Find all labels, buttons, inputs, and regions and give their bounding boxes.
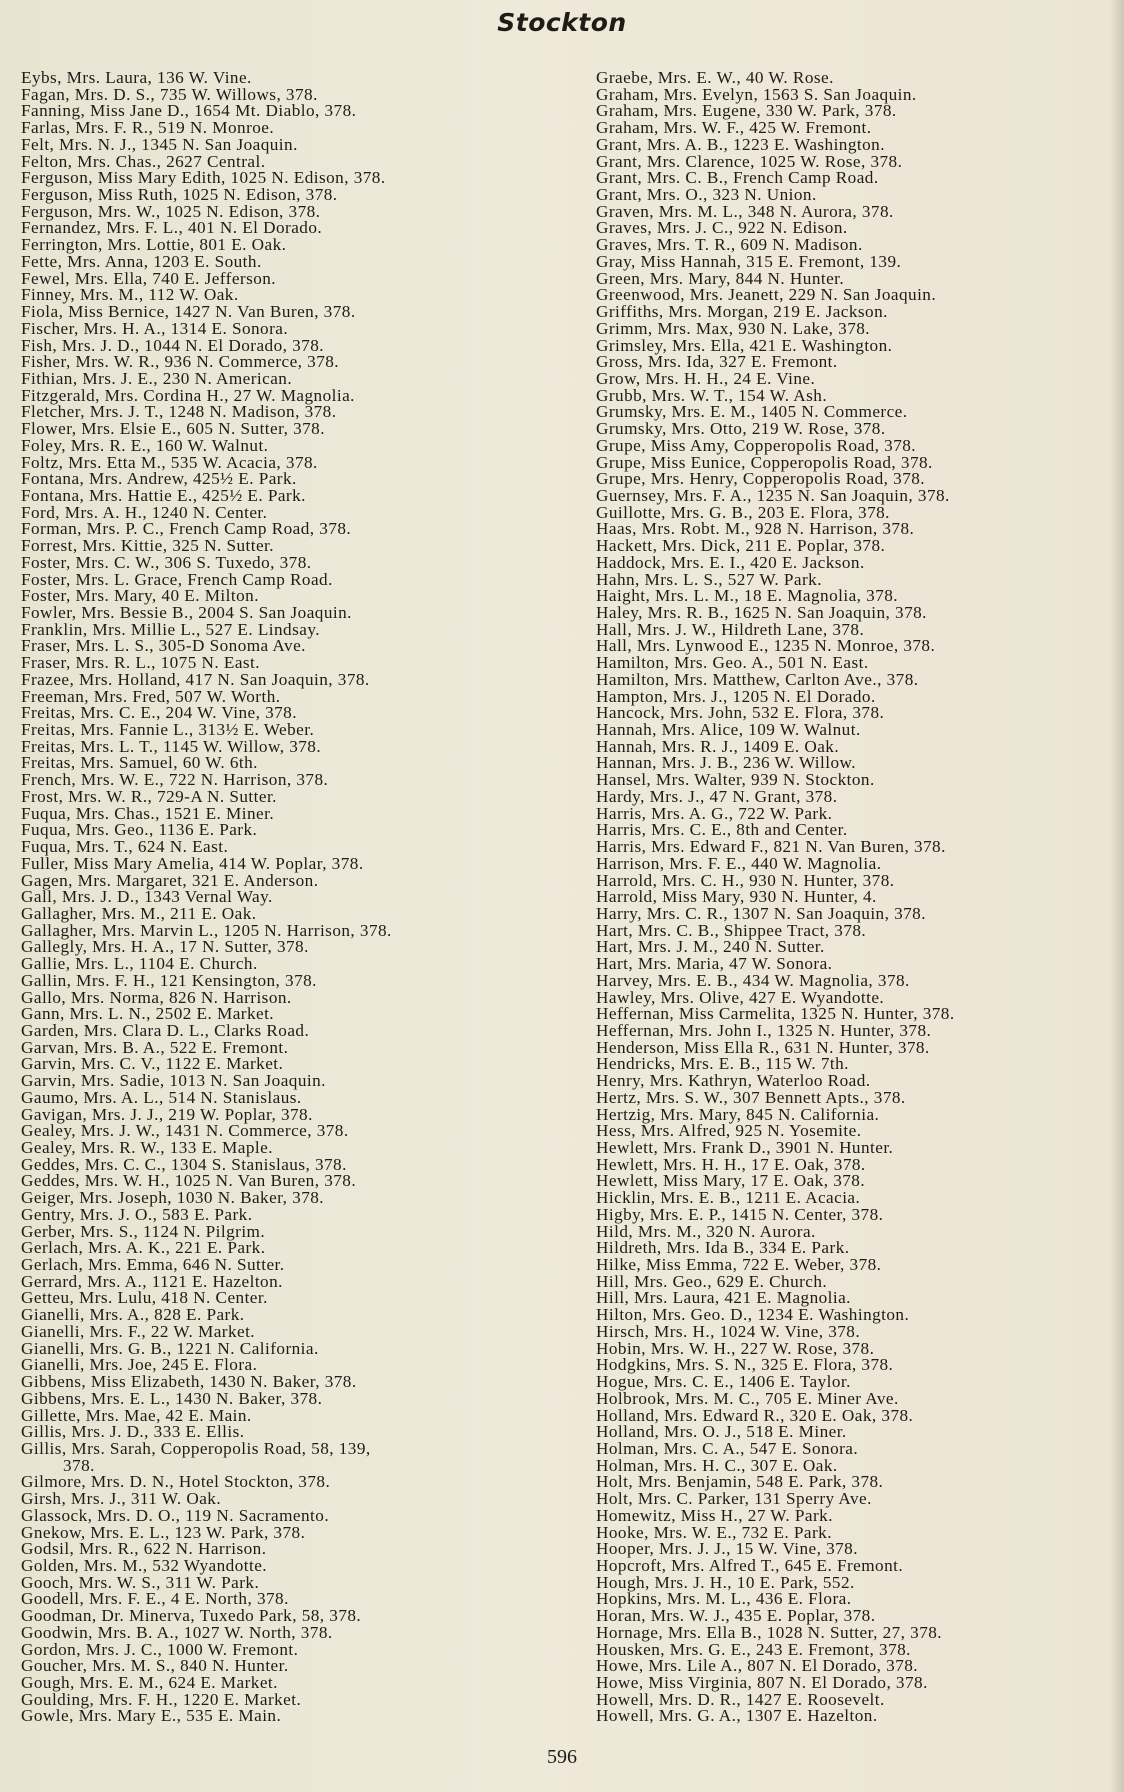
directory-entry: Gallagher, Mrs. Marvin L., 1205 N. Harrison, 378. xyxy=(21,920,392,940)
directory-entry: Golden, Mrs. M., 532 Wyandotte. xyxy=(21,1555,268,1575)
directory-entry: Hewlett, Mrs. Frank D., 3901 N. Hunter. xyxy=(596,1138,894,1157)
directory-entry: Gross, Mrs. Ida, 327 E. Fremont. xyxy=(596,352,838,372)
directory-entry: Graham, Mrs. W. F., 425 W. Fremont. xyxy=(596,118,872,138)
directory-entry: Gann, Mrs. L. N., 2502 E. Market. xyxy=(21,1004,275,1024)
directory-entry: Fuqua, Mrs. T., 624 N. East. xyxy=(21,837,229,857)
directory-entry: Garden, Mrs. Clara D. L., Clarks Road. xyxy=(21,1020,310,1040)
directory-entry: Hannan, Mrs. J. B., 236 W. Willow. xyxy=(596,753,857,773)
directory-entry: Fewel, Mrs. Ella, 740 E. Jefferson. xyxy=(21,268,277,288)
directory-entry: Heffernan, Miss Carmelita, 1325 N. Hunter, 378. xyxy=(596,1004,955,1024)
directory-entry: Fish, Mrs. J. D., 1044 N. El Dorado, 378. xyxy=(21,335,325,355)
directory-entry: Harrold, Miss Mary, 930 N. Hunter, 4. xyxy=(596,887,877,907)
directory-entry: Gerlach, Mrs. A. K., 221 E. Park. xyxy=(21,1238,266,1258)
directory-entry: Howell, Mrs. G. A., 1307 E. Hazelton. xyxy=(596,1706,878,1726)
directory-entry: Gall, Mrs. J. D., 1343 Vernal Way. xyxy=(21,887,273,907)
directory-entry: Fuller, Miss Mary Amelia, 414 W. Poplar, 378. xyxy=(21,853,364,873)
directory-entry: Fithian, Mrs. J. E., 230 N. American. xyxy=(21,368,293,388)
directory-entry: French, Mrs. W. E., 722 N. Harrison, 378. xyxy=(21,770,329,790)
directory-entry: Gealey, Mrs. J. W., 1431 N. Commerce, 378. xyxy=(21,1121,349,1141)
directory-entry: Fanning, Miss Jane D., 1654 Mt. Diablo, 378. xyxy=(21,101,357,121)
directory-entry: Gillis, Mrs. J. D., 333 E. Ellis. xyxy=(21,1422,245,1442)
directory-entry: Holman, Mrs. C. A., 547 E. Sonora. xyxy=(596,1438,859,1458)
directory-entry: Greenwood, Mrs. Jeanett, 229 N. San Joaquin. xyxy=(596,285,937,305)
directory-entry: Gooch, Mrs. W. S., 311 W. Park. xyxy=(21,1572,260,1592)
directory-entry: Henry, Mrs. Kathryn, Waterloo Road. xyxy=(596,1071,871,1091)
directory-entry: Hewlett, Miss Mary, 17 E. Oak, 378. xyxy=(596,1171,866,1191)
directory-entry: Grupe, Miss Eunice, Copperopolis Road, 378. xyxy=(596,452,933,472)
directory-entry: Gianelli, Mrs. F., 22 W. Market. xyxy=(21,1321,256,1341)
directory-entry: Grupe, Mrs. Henry, Copperopolis Road, 378. xyxy=(596,469,926,489)
directory-entry: Howell, Mrs. D. R., 1427 E. Roosevelt. xyxy=(596,1689,885,1709)
directory-entry: Grant, Mrs. A. B., 1223 E. Washington. xyxy=(596,134,885,154)
directory-entry: Fuqua, Mrs. Chas., 1521 E. Miner. xyxy=(21,803,275,823)
directory-entry: Freitas, Mrs. C. E., 204 W. Vine, 378. xyxy=(21,703,297,723)
directory-entry: Guillotte, Mrs. G. B., 203 E. Flora, 378. xyxy=(596,502,890,522)
directory-entry: Graves, Mrs. T. R., 609 N. Madison. xyxy=(596,235,863,255)
directory-entry: Harry, Mrs. C. R., 1307 N. San Joaquin, 378. xyxy=(596,903,926,923)
directory-entry: Farlas, Mrs. F. R., 519 N. Monroe. xyxy=(21,118,275,138)
directory-entry: Graven, Mrs. M. L., 348 N. Aurora, 378. xyxy=(596,201,894,221)
directory-entry: Ferguson, Mrs. W., 1025 N. Edison, 378. xyxy=(21,201,321,221)
directory-entry: Foster, Mrs. C. W., 306 S. Tuxedo, 378. xyxy=(21,552,312,572)
directory-entry: Eybs, Mrs. Laura, 136 W. Vine. xyxy=(21,68,252,87)
directory-entry: Howe, Miss Virginia, 807 N. El Dorado, 378. xyxy=(596,1673,928,1692)
directory-entry: Foltz, Mrs. Etta M., 535 W. Acacia, 378. xyxy=(21,452,318,472)
directory-entry: Henderson, Miss Ella R., 631 N. Hunter, 378. xyxy=(596,1037,930,1057)
directory-entry: Housken, Mrs. G. E., 243 E. Fremont, 378. xyxy=(596,1639,911,1659)
directory-entry: Graves, Mrs. J. C., 922 N. Edison. xyxy=(596,218,848,238)
right-column xyxy=(596,70,1106,1725)
directory-entry: Haddock, Mrs. E. I., 420 E. Jackson. xyxy=(596,552,865,572)
directory-entry: Fette, Mrs. Anna, 1203 E. South. xyxy=(21,251,262,271)
directory-entry: Hancock, Mrs. John, 532 E. Flora, 378. xyxy=(596,703,885,723)
directory-entry: Hooper, Mrs. J. J., 15 W. Vine, 378. xyxy=(596,1539,858,1559)
directory-entry: Gilmore, Mrs. D. N., Hotel Stockton, 378. xyxy=(21,1472,331,1492)
directory-entry: Hertz, Mrs. S. W., 307 Bennett Apts., 378. xyxy=(596,1087,906,1107)
directory-entry: Grumsky, Mrs. E. M., 1405 N. Commerce. xyxy=(596,402,908,422)
directory-entry: Hardy, Mrs. J., 47 N. Grant, 378. xyxy=(596,786,838,806)
directory-entry: Holman, Mrs. H. C., 307 E. Oak. xyxy=(596,1455,838,1475)
directory-entry: Hobin, Mrs. W. H., 227 W. Rose, 378. xyxy=(596,1338,875,1358)
directory-entry: Harris, Mrs. Edward F., 821 N. Van Buren, 378. xyxy=(596,837,946,857)
directory-entry: Hannah, Mrs. Alice, 109 W. Walnut. xyxy=(596,720,861,740)
directory-entry: Homewitz, Miss H., 27 W. Park. xyxy=(596,1505,833,1525)
directory-entry: Haas, Mrs. Robt. M., 928 N. Harrison, 378. xyxy=(596,519,915,539)
directory-entry: Holland, Mrs. Edward R., 320 E. Oak, 378. xyxy=(596,1405,914,1425)
directory-entry: Goodell, Mrs. F. E., 4 E. North, 378. xyxy=(21,1589,289,1609)
directory-entry: Frazee, Mrs. Holland, 417 N. San Joaquin, 378. xyxy=(21,669,370,689)
directory-entry: Forman, Mrs. P. C., French Camp Road, 378. xyxy=(21,519,352,539)
directory-entry: Glassock, Mrs. D. O., 119 N. Sacramento. xyxy=(21,1505,330,1525)
directory-entry: Girsh, Mrs. J., 311 W. Oak. xyxy=(21,1489,222,1509)
directory-entry: Ferrington, Mrs. Lottie, 801 E. Oak. xyxy=(21,235,287,255)
directory-entry: Gagen, Mrs. Margaret, 321 E. Anderson. xyxy=(21,870,319,890)
directory-entry: Gibbens, Mrs. E. L., 1430 N. Baker, 378. xyxy=(21,1388,323,1408)
directory-entry: Gibbens, Miss Elizabeth, 1430 N. Baker, 378. xyxy=(21,1372,357,1392)
directory-entry: Fiola, Miss Bernice, 1427 N. Van Buren, 378. xyxy=(21,302,356,322)
directory-entry: Gordon, Mrs. J. C., 1000 W. Fremont. xyxy=(21,1639,299,1659)
directory-entry: Graebe, Mrs. E. W., 40 W. Rose. xyxy=(596,68,834,87)
directory-entry: Hilke, Miss Emma, 722 E. Weber, 378. xyxy=(596,1255,882,1275)
directory-entry: Hornage, Mrs. Ella B., 1028 N. Sutter, 27, 378. xyxy=(596,1622,943,1642)
directory-entry: Gentry, Mrs. J. O., 583 E. Park. xyxy=(21,1204,253,1224)
directory-entry: Geddes, Mrs. C. C., 1304 S. Stanislaus, 378. xyxy=(21,1154,347,1174)
directory-entry: Goodwin, Mrs. B. A., 1027 W. North, 378. xyxy=(21,1622,333,1642)
directory-entry: Gianelli, Mrs. A., 828 E. Park. xyxy=(21,1305,245,1325)
directory-entry: Frost, Mrs. W. R., 729-A N. Sutter. xyxy=(21,786,277,806)
directory-entry: Grant, Mrs. O., 323 N. Union. xyxy=(596,185,817,205)
directory-entry: Gaumo, Mrs. A. L., 514 N. Stanislaus. xyxy=(21,1087,302,1107)
directory-entry: Haley, Mrs. R. B., 1625 N. San Joaquin, 378. xyxy=(596,603,927,622)
directory-entry: Holland, Mrs. O. J., 518 E. Miner. xyxy=(596,1422,847,1442)
directory-entry: Hamilton, Mrs. Matthew, Carlton Ave., 378. xyxy=(596,669,919,689)
directory-entry: Fontana, Mrs. Hattie E., 425½ E. Park. xyxy=(21,485,306,505)
directory-entry: Hirsch, Mrs. H., 1024 W. Vine, 378. xyxy=(596,1321,861,1341)
directory-entry: Goulding, Mrs. F. H., 1220 E. Market. xyxy=(21,1689,302,1709)
directory-entry: Grow, Mrs. H. H., 24 E. Vine. xyxy=(596,368,816,388)
directory-entry: Green, Mrs. Mary, 844 N. Hunter. xyxy=(596,268,845,288)
directory-entry: Fletcher, Mrs. J. T., 1248 N. Madison, 378. xyxy=(21,402,337,422)
directory-entry: Getteu, Mrs. Lulu, 418 N. Center. xyxy=(21,1288,268,1308)
directory-entry: Horan, Mrs. W. J., 435 E. Poplar, 378. xyxy=(596,1606,876,1626)
directory-entry: Fontana, Mrs. Andrew, 425½ E. Park. xyxy=(21,469,297,489)
directory-entry: Gray, Miss Hannah, 315 E. Fremont, 139. xyxy=(596,251,902,271)
directory-entry: Goodman, Dr. Minerva, Tuxedo Park, 58, 378. xyxy=(21,1606,362,1626)
directory-entry: Harrold, Mrs. C. H., 930 N. Hunter, 378. xyxy=(596,870,895,890)
directory-entry: Hild, Mrs. M., 320 N. Aurora. xyxy=(596,1221,816,1241)
directory-entry: Fraser, Mrs. R. L., 1075 N. East. xyxy=(21,653,261,673)
directory-entry: Hall, Mrs. J. W., Hildreth Lane, 378. xyxy=(596,619,865,639)
directory-entry: Gallegly, Mrs. H. A., 17 N. Sutter, 378. xyxy=(21,937,309,957)
directory-entry: Howe, Mrs. Lile A., 807 N. El Dorado, 378. xyxy=(596,1656,919,1676)
directory-entry: Hogue, Mrs. C. E., 1406 E. Taylor. xyxy=(596,1372,851,1392)
directory-entry: Gerrard, Mrs. A., 1121 E. Hazelton. xyxy=(21,1271,283,1291)
directory-entry: Ferguson, Miss Mary Edith, 1025 N. Edison, 378. xyxy=(21,168,386,188)
directory-entry: Hamilton, Mrs. Geo. A., 501 N. East. xyxy=(596,653,869,673)
directory-entry: Freeman, Mrs. Fred, 507 W. Worth. xyxy=(21,686,281,706)
directory-entry: Hertzig, Mrs. Mary, 845 N. California. xyxy=(596,1104,880,1124)
directory-entry: Hahn, Mrs. L. S., 527 W. Park. xyxy=(596,569,822,589)
directory-entry: Finney, Mrs. M., 112 W. Oak. xyxy=(21,285,239,305)
directory-entry: Holt, Mrs. C. Parker, 131 Sperry Ave. xyxy=(596,1489,872,1509)
directory-entry: Hawley, Mrs. Olive, 427 E. Wyandotte. xyxy=(596,987,885,1007)
directory-entry: Holbrook, Mrs. M. C., 705 E. Miner Ave. xyxy=(596,1388,899,1408)
directory-entry: Fischer, Mrs. H. A., 1314 E. Sonora. xyxy=(21,318,289,338)
directory-entry: Garvin, Mrs. C. V., 1122 E. Market. xyxy=(21,1054,284,1074)
directory-entry: Guernsey, Mrs. F. A., 1235 N. San Joaquin, 378. xyxy=(596,485,950,505)
directory-entry: Gallie, Mrs. L., 1104 E. Church. xyxy=(21,954,258,974)
directory-entry: Fraser, Mrs. L. S., 305-D Sonoma Ave. xyxy=(21,636,306,656)
directory-entry: Godsil, Mrs. R., 622 N. Harrison. xyxy=(21,1539,267,1559)
directory-entry: Grimm, Mrs. Max, 930 N. Lake, 378. xyxy=(596,318,871,338)
directory-entry: Harrison, Mrs. F. E., 440 W. Magnolia. xyxy=(596,853,882,873)
directory-entry: Hilton, Mrs. Geo. D., 1234 E. Washington. xyxy=(596,1305,910,1325)
directory-entry: Felton, Mrs. Chas., 2627 Central. xyxy=(21,151,266,171)
directory-entry: Harris, Mrs. C. E., 8th and Center. xyxy=(596,820,848,840)
directory-entry: Gillette, Mrs. Mae, 42 E. Main. xyxy=(21,1405,252,1425)
directory-entry: Grumsky, Mrs. Otto, 219 W. Rose, 378. xyxy=(596,419,886,439)
directory-entry: Hodgkins, Mrs. S. N., 325 E. Flora, 378. xyxy=(596,1355,894,1375)
directory-entry: Franklin, Mrs. Millie L., 527 E. Lindsay. xyxy=(21,619,320,639)
directory-entry: Freitas, Mrs. L. T., 1145 W. Willow, 378. xyxy=(21,736,322,756)
directory-entry: Fagan, Mrs. D. S., 735 W. Willows, 378. xyxy=(21,84,318,104)
directory-entry: Foster, Mrs. L. Grace, French Camp Road. xyxy=(21,569,333,589)
directory-entry: Hart, Mrs. J. M., 240 N. Sutter. xyxy=(596,937,825,957)
directory-entry: Fuqua, Mrs. Geo., 1136 E. Park. xyxy=(21,820,258,840)
directory-entry: Flower, Mrs. Elsie E., 605 N. Sutter, 378. xyxy=(21,419,325,439)
directory-entry: Ferguson, Miss Ruth, 1025 N. Edison, 378. xyxy=(21,185,338,205)
directory-entry: Gillis, Mrs. Sarah, Copperopolis Road, 58, 139, xyxy=(21,1438,371,1458)
directory-entry: Fowler, Mrs. Bessie B., 2004 S. San Joaquin. xyxy=(21,603,352,622)
directory-entry: Gavigan, Mrs. J. J., 219 W. Poplar, 378. xyxy=(21,1104,313,1124)
directory-entry: Foley, Mrs. R. E., 160 W. Walnut. xyxy=(21,435,269,455)
directory-entry: Garvin, Mrs. Sadie, 1013 N. San Joaquin. xyxy=(21,1071,326,1091)
directory-entry: Freitas, Mrs. Samuel, 60 W. 6th. xyxy=(21,753,258,773)
directory-entry: Haight, Mrs. L. M., 18 E. Magnolia, 378. xyxy=(596,586,899,606)
directory-entry: Hildreth, Mrs. Ida B., 334 E. Park. xyxy=(596,1238,850,1258)
directory-entry: Hooke, Mrs. W. E., 732 E. Park. xyxy=(596,1522,832,1542)
directory-entry: Harvey, Mrs. E. B., 434 W. Magnolia, 378. xyxy=(596,970,910,990)
directory-entry: Holt, Mrs. Benjamin, 548 E. Park, 378. xyxy=(596,1472,884,1492)
directory-entry: Hopkins, Mrs. M. L., 436 E. Flora. xyxy=(596,1589,852,1609)
page-title: Stockton xyxy=(497,8,627,37)
directory-entry: Fisher, Mrs. W. R., 936 N. Commerce, 378. xyxy=(21,352,340,372)
directory-entry: Gallo, Mrs. Norma, 826 N. Harrison. xyxy=(21,987,292,1007)
directory-entry: Gnekow, Mrs. E. L., 123 W. Park, 378. xyxy=(21,1522,306,1542)
directory-entry: Gowle, Mrs. Mary E., 535 E. Main. xyxy=(21,1706,282,1726)
directory-entry: Griffiths, Mrs. Morgan, 219 E. Jackson. xyxy=(596,302,888,322)
directory-entry: Graham, Mrs. Evelyn, 1563 S. San Joaquin. xyxy=(596,84,917,104)
directory-entry: Gianelli, Mrs. G. B., 1221 N. California. xyxy=(21,1338,319,1358)
directory-entry: Fitzgerald, Mrs. Cordina H., 27 W. Magnolia. xyxy=(21,385,355,405)
directory-entry: Felt, Mrs. N. J., 1345 N. San Joaquin. xyxy=(21,134,298,154)
directory-entry: Hewlett, Mrs. H. H., 17 E. Oak, 378. xyxy=(596,1154,866,1174)
directory-entry: Foster, Mrs. Mary, 40 E. Milton. xyxy=(21,586,259,606)
directory-entry: Geddes, Mrs. W. H., 1025 N. Van Buren, 378. xyxy=(21,1171,357,1191)
directory-entry: Hackett, Mrs. Dick, 211 E. Poplar, 378. xyxy=(596,536,886,556)
directory-entry: Freitas, Mrs. Fannie L., 313½ E. Weber. xyxy=(21,720,315,740)
directory-entry: Hess, Mrs. Alfred, 925 N. Yosemite. xyxy=(596,1121,862,1141)
directory-entry: Grubb, Mrs. W. T., 154 W. Ash. xyxy=(596,385,828,405)
directory-entry: Hannah, Mrs. R. J., 1409 E. Oak. xyxy=(596,736,840,756)
directory-entry: Hansel, Mrs. Walter, 939 N. Stockton. xyxy=(596,770,875,790)
directory-entry: Ford, Mrs. A. H., 1240 N. Center. xyxy=(21,502,268,522)
directory-entry: Gallin, Mrs. F. H., 121 Kensington, 378. xyxy=(21,970,317,990)
directory-entry: Forrest, Mrs. Kittie, 325 N. Sutter. xyxy=(21,536,274,556)
directory-entry: Fernandez, Mrs. F. L., 401 N. El Dorado. xyxy=(21,218,323,238)
directory-entry: Hart, Mrs. C. B., Shippee Tract, 378. xyxy=(596,920,867,940)
directory-entry: Hicklin, Mrs. E. B., 1211 E. Acacia. xyxy=(596,1188,861,1208)
directory-entry: Goucher, Mrs. M. S., 840 N. Hunter. xyxy=(21,1656,289,1676)
directory-entry: Hall, Mrs. Lynwood E., 1235 N. Monroe, 378. xyxy=(596,636,936,656)
directory-entry: Gallagher, Mrs. M., 211 E. Oak. xyxy=(21,903,257,923)
directory-entry: Hampton, Mrs. J., 1205 N. El Dorado. xyxy=(596,686,876,706)
directory-entry: Hart, Mrs. Maria, 47 W. Sonora. xyxy=(596,954,833,974)
page-number: 596 xyxy=(547,1746,577,1768)
directory-entry: Gianelli, Mrs. Joe, 245 E. Flora. xyxy=(21,1355,258,1375)
directory-entry: Harris, Mrs. A. G., 722 W. Park. xyxy=(596,803,833,823)
directory-entry: Graham, Mrs. Eugene, 330 W. Park, 378. xyxy=(596,101,897,121)
directory-entry: Grupe, Miss Amy, Copperopolis Road, 378. xyxy=(596,435,917,455)
directory-entry: Hill, Mrs. Laura, 421 E. Magnolia. xyxy=(596,1288,851,1308)
directory-entry: Gerlach, Mrs. Emma, 646 N. Sutter. xyxy=(21,1255,285,1275)
directory-entry: Grant, Mrs. Clarence, 1025 W. Rose, 378. xyxy=(596,151,903,171)
page-edge-shadow xyxy=(1110,0,1124,1792)
directory-entry: Hill, Mrs. Geo., 629 E. Church. xyxy=(596,1271,828,1291)
directory-entry: Grimsley, Mrs. Ella, 421 E. Washington. xyxy=(596,335,893,355)
directory-entry: Grant, Mrs. C. B., French Camp Road. xyxy=(596,168,879,188)
directory-entry: Heffernan, Mrs. John I., 1325 N. Hunter, 378. xyxy=(596,1020,932,1040)
directory-entry: Hough, Mrs. J. H., 10 E. Park, 552. xyxy=(596,1572,855,1592)
directory-entry: 378. xyxy=(63,1455,95,1475)
directory-entry: Garvan, Mrs. B. A., 522 E. Fremont. xyxy=(21,1037,289,1057)
directory-entry: Geiger, Mrs. Joseph, 1030 N. Baker, 378. xyxy=(21,1188,325,1208)
directory-entry: Gealey, Mrs. R. W., 133 E. Maple. xyxy=(21,1138,273,1157)
directory-entry: Higby, Mrs. E. P., 1415 N. Center, 378. xyxy=(596,1204,884,1224)
directory-entry: Hopcroft, Mrs. Alfred T., 645 E. Fremont. xyxy=(596,1555,904,1575)
left-column xyxy=(21,70,566,1725)
directory-entry: Hendricks, Mrs. E. B., 115 W. 7th. xyxy=(596,1054,849,1074)
directory-entry: Gough, Mrs. E. M., 624 E. Market. xyxy=(21,1673,278,1692)
directory-entry: Gerber, Mrs. S., 1124 N. Pilgrim. xyxy=(21,1221,266,1241)
